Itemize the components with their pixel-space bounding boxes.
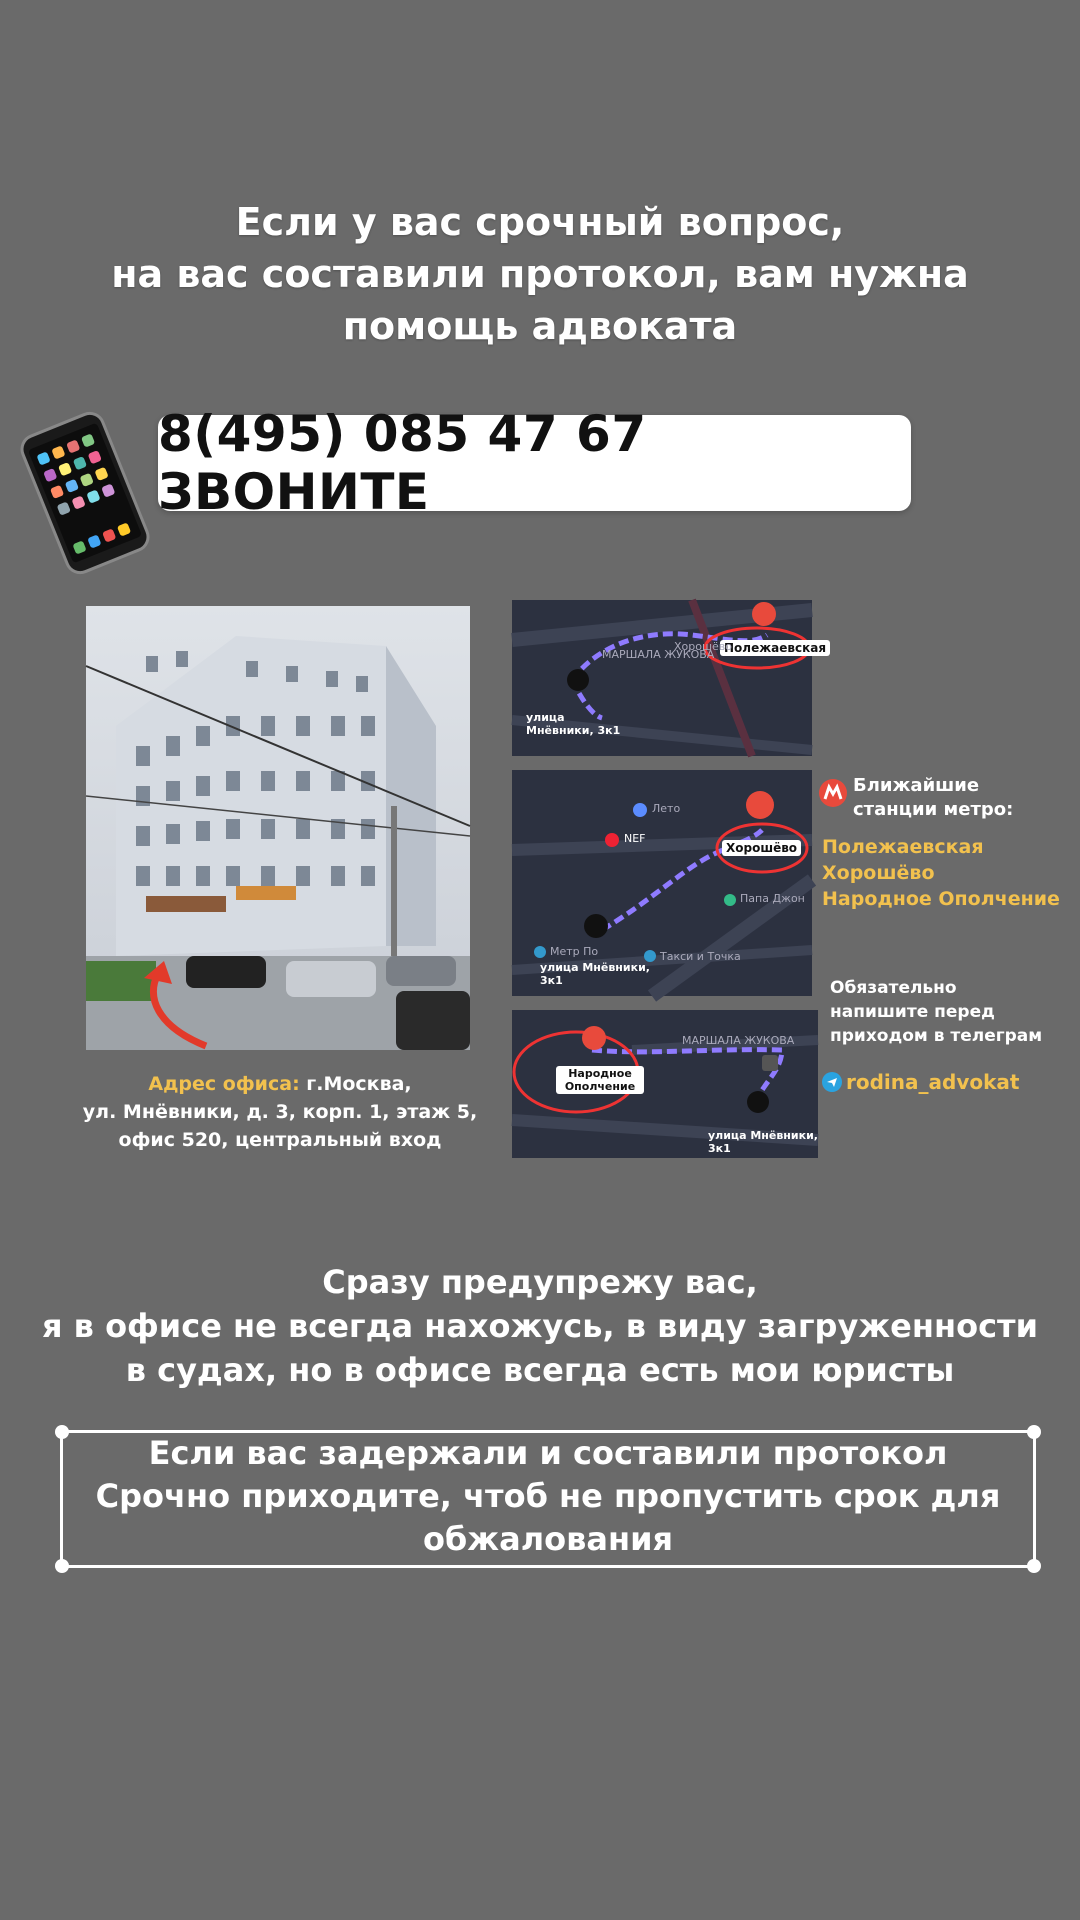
map2-poi-leto: Лето — [652, 802, 681, 815]
address-label: Адрес офиса: — [148, 1073, 300, 1095]
warning-line-3: в судах, но в офисе всегда есть мои юристы — [125, 1351, 955, 1389]
map-narodnoe-opolchenie[interactable] — [512, 1010, 818, 1158]
notice-line-2: Срочно приходите, чтоб не пропустить срок для — [95, 1477, 1001, 1515]
address-line-3: офис 520, центральный вход — [118, 1129, 442, 1151]
map-polezhaevskaya[interactable] — [512, 600, 827, 756]
headline — [60, 196, 1020, 352]
map1-nearby-label: Хорошёво — [674, 640, 733, 653]
map1-station-label: Полежаевская — [720, 640, 830, 656]
telegram-handle-label: rodina_advokat — [846, 1070, 1020, 1094]
telegram-link[interactable] — [822, 1070, 1019, 1094]
map2-poi-taxi: Такси и Точка — [660, 950, 741, 963]
headline-line-2: на вас составили протокол, вам нужна — [111, 252, 969, 296]
telegram-note — [830, 976, 1070, 1048]
phone-call-banner[interactable] — [158, 405, 911, 521]
map2-station-label: Хорошёво — [722, 840, 801, 856]
telegram-note-line-1: Обязательно — [830, 978, 957, 998]
warning-text — [40, 1260, 1040, 1392]
map2-poi-metr: Метр По — [550, 945, 599, 958]
map1-street-label: МАРШАЛА ЖУКОВА — [602, 648, 715, 661]
headline-line-3: помощь адвоката — [342, 304, 738, 348]
metro-heading — [853, 774, 1053, 822]
metro-stations-list — [822, 834, 1072, 912]
metro-station-3: Народное Ополчение — [822, 888, 1060, 910]
telegram-note-line-2: напишите перед — [830, 1002, 995, 1022]
map1-dest-label: улица Мнёвники, 3к1 — [526, 711, 621, 737]
map2-poi-nef: NEF — [624, 832, 646, 845]
office-address — [60, 1070, 500, 1154]
metro-station-2: Хорошёво — [822, 862, 935, 884]
mobile-phone-icon — [15, 407, 155, 580]
frame-handle-bottom-left — [55, 1559, 69, 1573]
phone-number-label: 8(495) 085 47 67 ЗВОНИТЕ — [158, 405, 647, 521]
map2-dest-label: улица Мнёвники, 3к1 — [540, 961, 650, 987]
map3-station-label: Народное Ополчение — [556, 1066, 644, 1094]
headline-line-1: Если у вас срочный вопрос, — [235, 200, 845, 244]
metro-heading-line-2: станции метро: — [853, 799, 1014, 820]
notice-line-3: обжалования — [422, 1520, 674, 1558]
notice-text — [60, 1432, 1036, 1561]
telegram-icon — [822, 1072, 842, 1092]
office-building-photo — [86, 606, 470, 1050]
frame-handle-bottom-right — [1027, 1559, 1041, 1573]
map2-poi-papa: Папа Джон — [740, 892, 805, 905]
metro-icon — [818, 778, 848, 808]
map-khoroshevo[interactable] — [512, 770, 812, 996]
warning-line-1: Сразу предупрежу вас, — [322, 1263, 758, 1301]
telegram-note-line-3: приходом в телеграм — [830, 1026, 1043, 1046]
metro-station-1: Полежаевская — [822, 836, 984, 858]
notice-line-1: Если вас задержали и составили протокол — [148, 1434, 948, 1472]
map3-street-label: МАРШАЛА ЖУКОВА — [682, 1034, 795, 1047]
address-line-2: ул. Мнёвники, д. 3, корп. 1, этаж 5, — [82, 1101, 478, 1123]
warning-line-2: я в офисе не всегда нахожусь, в виду загруженности — [41, 1307, 1038, 1345]
metro-heading-line-1: Ближайшие — [853, 775, 980, 796]
address-line-1: г.Москва, — [299, 1073, 412, 1095]
map3-dest-label: улица Мнёвники, 3к1 — [708, 1129, 818, 1155]
